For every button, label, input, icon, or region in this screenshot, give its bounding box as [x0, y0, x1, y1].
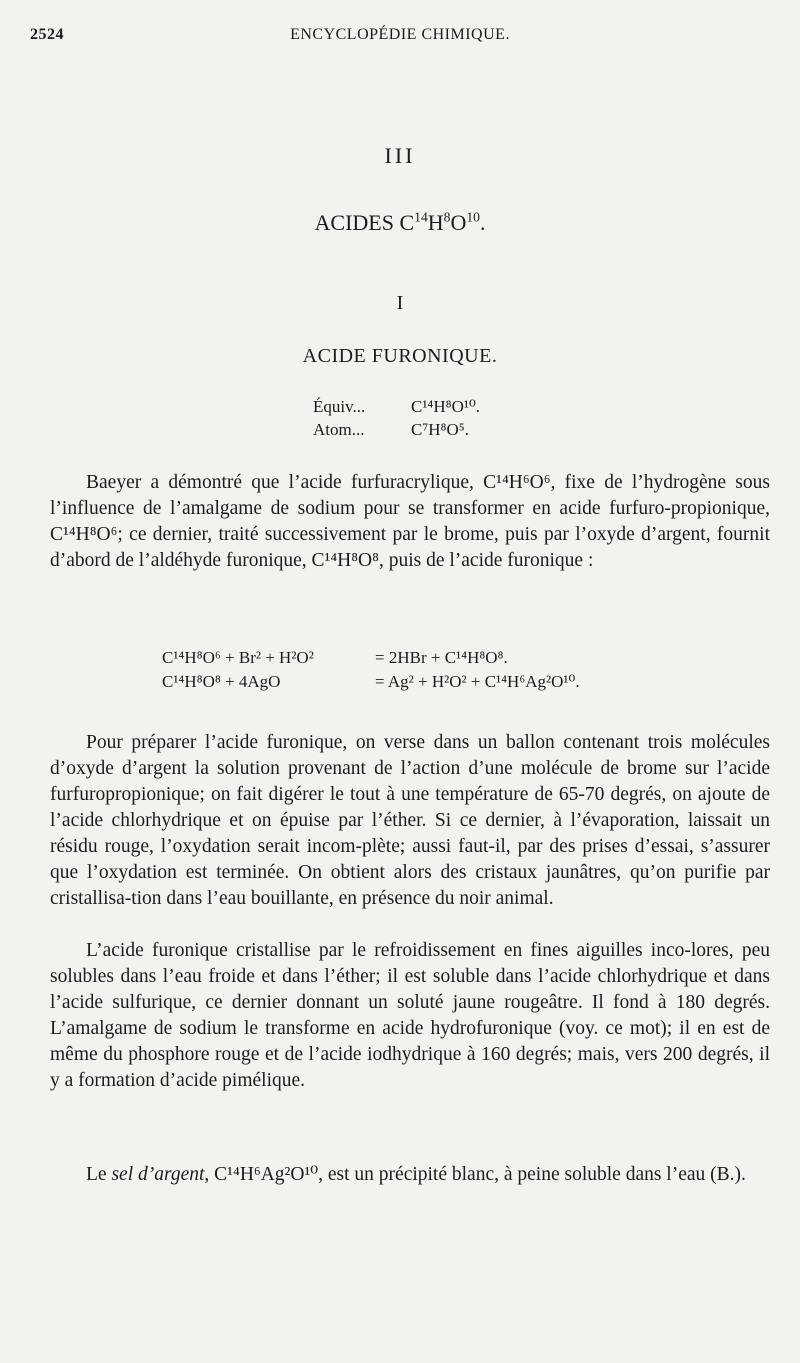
equation-2-lhs: C¹⁴H⁸O⁸ + 4AgO [162, 672, 281, 691]
equation-1 [162, 648, 508, 668]
equation-1-rhs: = 2HBr + C¹⁴H⁸O⁸. [375, 648, 508, 667]
paragraph-4-italic: sel d’argent [111, 1164, 205, 1185]
paragraph-4-start: Le [86, 1164, 112, 1185]
equiv-label: Équiv... [313, 397, 366, 416]
page-number: 2524 [30, 26, 64, 43]
equation-2-rhs: = Ag² + H²O² + C¹⁴H⁶Ag²O¹⁰. [375, 672, 580, 691]
paragraph-3: L’acide furonique cristallise par le refroidissement en fines aiguilles inco-lores, peu solubles dans l’eau froide et dans l’éther; il est soluble dans l’acide chlorhydrique et dans l’acide sulfurique, ce dernier donnant un soluté jaune rougeâtre. Il fond à 180 degrés. L’amalgame de sodium le transforme en acide hydrofuronique (voy. ce mot); il en est de même du phosphore rouge et de l’acide iodhydrique à 160 degrés; mais, vers 200 degrés, il y a formation d’acide pimélique. [50, 940, 770, 1091]
atom-formula: C⁷H⁸O⁵. [411, 420, 469, 439]
section-title-text: ACIDES C [314, 210, 415, 235]
section-title-h: H [427, 210, 444, 235]
subsection-number: I [396, 292, 404, 314]
equation-1-lhs: C¹⁴H⁸O⁶ + Br² + H²O² [162, 648, 314, 667]
section-title-sup: 14 [414, 209, 428, 225]
atom-label: Atom... [313, 420, 365, 439]
paragraph-1: Baeyer a démontré que l’acide furfuracrylique, C¹⁴H⁶O⁶, fixe de l’hydrogène sous l’influence de l’amalgame de sodium pour se transformer en acide furfuro-propionique, C¹⁴H⁸O⁶; ce dernier, traité successivement par le brome, puis par l’oxyde d’argent, fournit d’abord de l’aldéhyde furonique, C¹⁴H⁸O⁸, puis de l’acide furonique : [50, 472, 770, 571]
section-numeral: III [384, 143, 416, 168]
paragraph-2: Pour préparer l’acide furonique, on verse dans un ballon contenant trois molécules d’oxyde d’argent la solution provenant de l’action d’une molécule de brome sur l’acide furfuropropionique; on fait digérer le tout à une température de 65-70 degrés, on ajoute de l’acide chlorhydrique et on épuise par l’éther. Si ce dernier, à l’évaporation, laissait un résidu rouge, l’oxydation serait incom-plète; aussi faut-il, par des prises d’essai, s’assurer que l’oxydation est terminée. On obtient alors des cristaux jaunâtres, qu’on purifie par cristallisa-tion dans l’eau bouillante, en présence du noir animal. [50, 732, 770, 909]
section-title [0, 210, 800, 236]
paragraph-4 [50, 1162, 770, 1188]
equation-2 [162, 672, 580, 692]
section-title-end: . [479, 210, 486, 235]
paragraph-4-end: , C¹⁴H⁶Ag²O¹⁰, est un précipité blanc, à peine soluble dans l’eau (B.). [204, 1164, 746, 1185]
atom-line [313, 418, 469, 442]
subsection-title: ACIDE FURONIQUE. [302, 345, 498, 367]
section-title-o: O [450, 210, 467, 235]
page-header [30, 26, 770, 50]
section-title-sup: 8 [443, 209, 451, 225]
equiv-formula: C¹⁴H⁸O¹⁰. [411, 397, 481, 416]
equiv-line [313, 395, 480, 419]
section-title-sup: 10 [466, 209, 480, 225]
running-title: ENCYCLOPÉDIE CHIMIQUE. [290, 26, 510, 43]
